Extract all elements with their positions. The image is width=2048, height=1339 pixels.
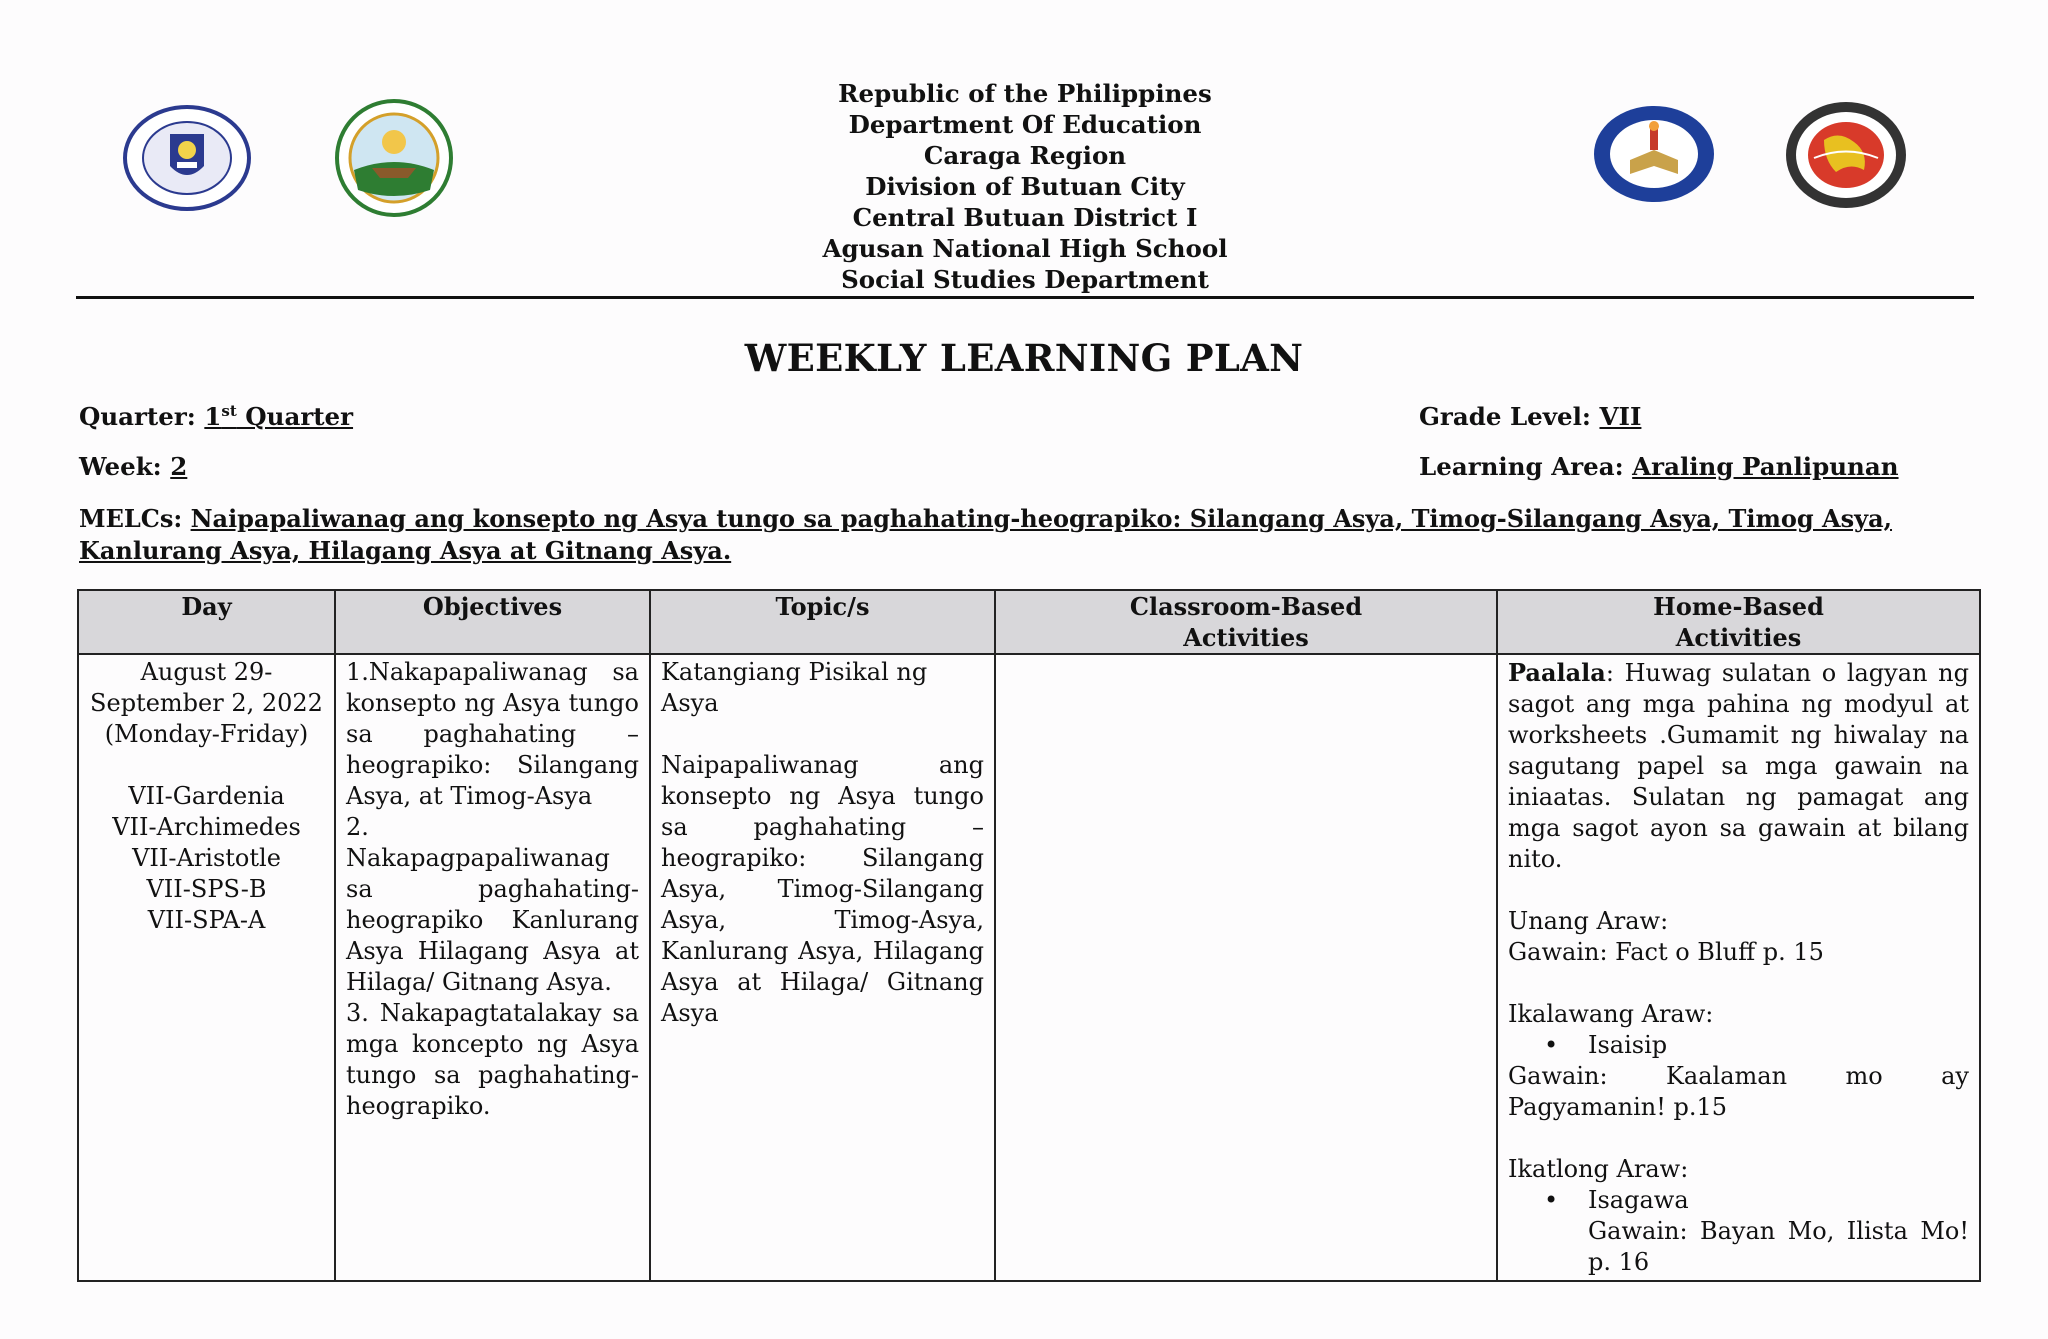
learning-area-field [1419, 452, 1899, 481]
grade-level-field [1419, 402, 1641, 431]
area-label: Learning Area: [1419, 452, 1624, 481]
reminder-text: Paalala: Huwag sulatan o lagyan ng sagot ang mga pahina ng modyul at worksheets .Gumamit ng hiwalay na sagutang papel sa mga gawain na iniaatas. Sulatan ng pamagat ang mga sagot ayon sa gawain at bilang nito. [1508, 658, 1969, 873]
weekly-plan-table [77, 589, 1981, 1282]
day-range: (Monday-Friday) [104, 720, 309, 748]
melcs-value: Naipapaliwanag ang konsepto ng Asya tungo sa paghahating-heograpiko: Silangang Asya, Timog-Silangang Asya, Timog Asya, Kanlurang Asya, Hilagang Asya at Gitnang Asya. [79, 504, 1893, 565]
letterhead [700, 78, 1350, 295]
day-one-task: Gawain: Fact o Bluff p. 15 [1508, 938, 1824, 966]
week-value: 2 [170, 452, 188, 481]
objective-item: 2. Nakapagpapaliwanag sa paghahating-heograpiko Kanlurang Asya Hilagang Asya at Hilaga/ Gitnang Asya. [346, 813, 639, 996]
quarter-label: Quarter: [79, 402, 196, 432]
letterhead-line: Social Studies Department [841, 265, 1209, 294]
day-date: August 29- [140, 658, 273, 686]
day-date: September 2, 2022 [90, 689, 323, 717]
day-three-bullet: • Isagawa [1508, 1185, 1969, 1216]
header-classroom-activities: Classroom-Based Activities [995, 590, 1497, 654]
day-one-label: Unang Araw: [1508, 907, 1669, 935]
day-two-task: Gawain: Kaalaman mo ay Pagyamanin! p.15 [1508, 1062, 1969, 1121]
objective-item: 3. Nakapagtatalakay sa mga koncepto ng Asya tungo sa paghahating-heograpiko. [346, 999, 639, 1120]
page-title: WEEKLY LEARNING PLAN [744, 336, 1304, 380]
objective-item: 1.Nakapapaliwanag sa konsepto ng Asya tungo sa paghahating – heograpiko: Silangang Asya, at Timog-Asya [346, 658, 639, 810]
day-cell [78, 654, 335, 1281]
section-name: VII-SPA-A [147, 906, 266, 934]
header-topics: Topic/s [650, 590, 995, 654]
quarter-value: 1st Quarter [204, 402, 354, 432]
grade-label: Grade Level: [1419, 402, 1591, 431]
section-name: VII-SPS-B [146, 875, 267, 903]
section-name: VII-Archimedes [112, 813, 301, 841]
topic-title: Katangiang Pisikal ng Asya [661, 658, 928, 717]
header-divider [76, 296, 1974, 299]
topics-cell [650, 654, 995, 1281]
grade-value: VII [1599, 402, 1642, 431]
letterhead-line: Department Of Education [848, 110, 1202, 139]
day-two-label: Ikalawang Araw: [1508, 1000, 1714, 1028]
social-studies-department-seal-icon [1784, 100, 1908, 210]
letterhead-line: Caraga Region [923, 141, 1127, 170]
deped-seal-icon [122, 104, 252, 212]
melcs-field [79, 503, 1979, 567]
day-three-task: Gawain: Bayan Mo, Ilista Mo! p. 16 [1588, 1217, 1969, 1276]
letterhead-line: Central Butuan District I [852, 203, 1198, 232]
header-day: Day [78, 590, 335, 654]
letterhead-line: Republic of the Philippines [838, 79, 1212, 108]
day-two-bullet: • Isaisip [1508, 1030, 1969, 1061]
area-value: Araling Panlipunan [1632, 452, 1899, 481]
letterhead-line: Agusan National High School [822, 234, 1228, 263]
header-home-activities: Home-Based Activities [1497, 590, 1980, 654]
header-objectives: Objectives [335, 590, 650, 654]
week-field [79, 452, 187, 481]
table-header-row [78, 590, 1980, 654]
topic-description: Naipapaliwanag ang konsepto ng Asya tungo sa paghahating – heograpiko: Silangang Asya, Timog-Silangang Asya, Timog-Asya, Kanlurang Asya, Hilagang Asya at Hilaga/ Gitnang Asya [661, 751, 984, 1027]
objectives-cell [335, 654, 650, 1281]
table-row [78, 654, 1980, 1281]
agusan-national-high-school-seal-icon [1592, 104, 1716, 204]
melcs-label: MELCs: [79, 504, 183, 533]
home-activities-cell [1497, 654, 1980, 1281]
section-name: VII-Gardenia [128, 782, 285, 810]
section-name: VII-Aristotle [132, 844, 281, 872]
letterhead-line: Division of Butuan City [865, 172, 1185, 201]
week-label: Week: [79, 452, 162, 481]
quarter-field [79, 402, 353, 431]
classroom-activities-cell [995, 654, 1497, 1281]
day-three-label: Ikatlong Araw: [1508, 1155, 1689, 1183]
butuan-city-seal-icon [332, 98, 456, 218]
